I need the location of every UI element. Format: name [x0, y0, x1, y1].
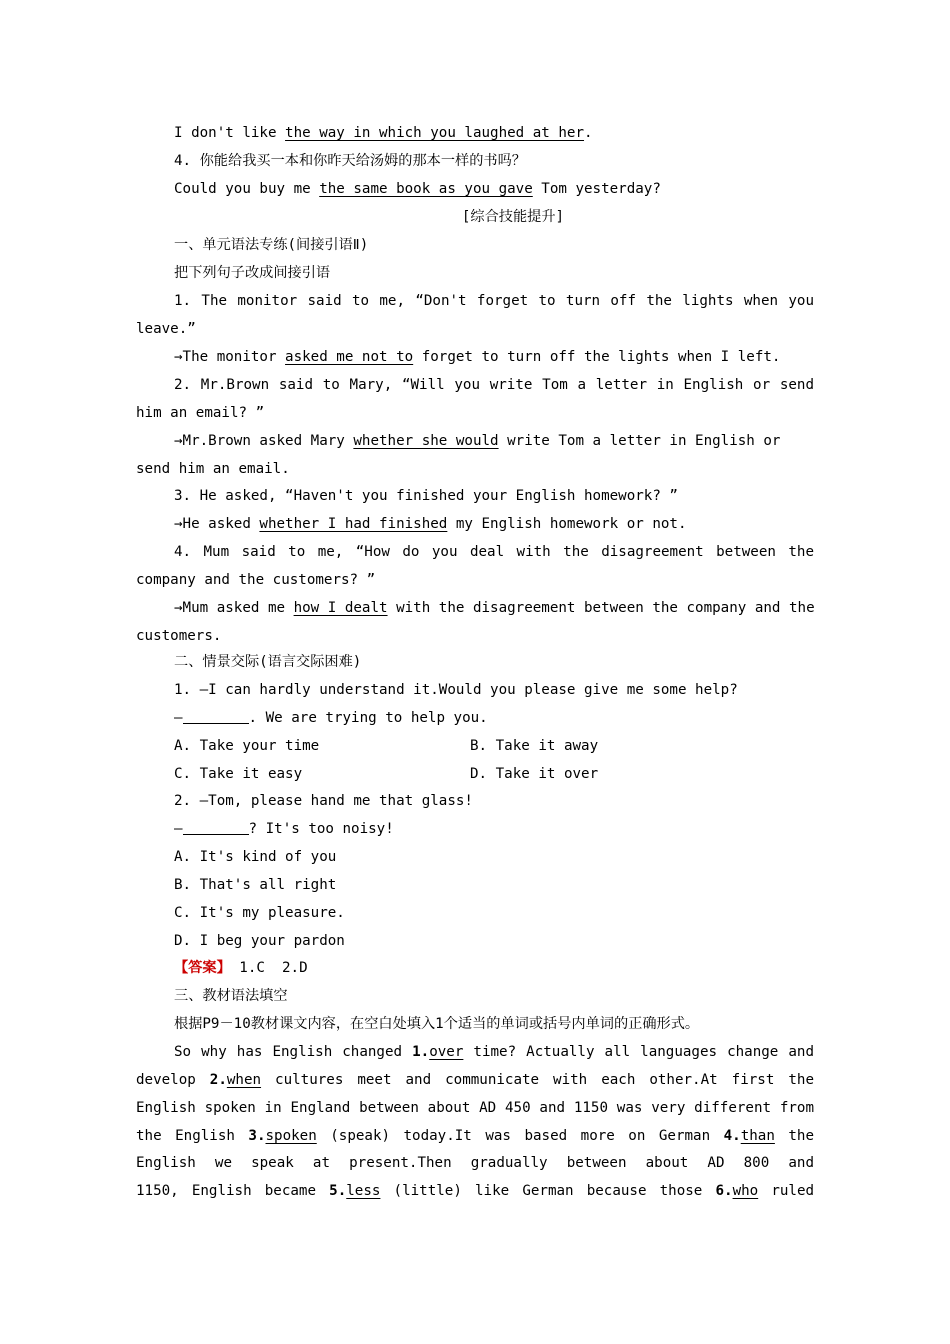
- q1-line-2: leave.”: [136, 321, 196, 337]
- dialog-1-response: — . We are trying to help you.: [174, 710, 488, 726]
- dialog-1-options-cd: C. Take it easy D. Take it over: [174, 766, 599, 782]
- passage-line-6: 1150, English became 5.less (little) like German because those 6.who ruled: [136, 1183, 815, 1199]
- a4-line-1: →Mum asked me how I dealt with the disagreement between the company and the: [174, 600, 815, 616]
- answer-blank: [183, 709, 249, 724]
- dialog-1-question: 1. —I can hardly understand it.Would you please give me some help?: [174, 682, 738, 698]
- section-3-instruction: 根据P9－10教材课文内容，在空白处填入1个适当的单词或括号内单词的正确形式。: [174, 1016, 700, 1032]
- answer-underline: how I dealt: [293, 600, 388, 616]
- fill-answer: when: [226, 1072, 262, 1088]
- passage-line-3: English spoken in England between about AD 450 and 1150 was very different from: [136, 1100, 814, 1116]
- q2-line-2: him an email? ”: [136, 405, 265, 421]
- a4-line-2: customers.: [136, 628, 222, 644]
- fill-answer: over: [429, 1044, 464, 1060]
- section-3-title: 三、教材语法填空: [174, 988, 288, 1004]
- fill-answer: who: [732, 1183, 759, 1199]
- passage-line-1: So why has English changed 1.over time? Actually all languages change and: [174, 1044, 815, 1060]
- answer-blank: [183, 820, 249, 835]
- answer-underline: the way in which you laughed at her: [285, 125, 585, 141]
- q2-line-1: 2. Mr.Brown said to Mary, “Will you write Tom a letter in English or send: [174, 377, 814, 393]
- section-1-title: 一、单元语法专练(间接引语Ⅱ): [174, 237, 369, 253]
- a2-line-2: send him an email.: [136, 461, 290, 477]
- section-2-title: 二、情景交际(语言交际困难): [174, 654, 362, 670]
- a1-line: →The monitor asked me not to forget to turn off the lights when I left.: [174, 349, 781, 365]
- dialog-2-option-b: B. That's all right: [174, 877, 337, 893]
- answer-underline: whether she would: [353, 433, 499, 449]
- passage-line-4: the English 3.spoken (speak) today.It was based more on German 4.than the: [136, 1128, 815, 1144]
- dialog-2-option-a: A. It's kind of you: [174, 849, 337, 865]
- dialog-1-options-ab: A. Take your time B. Take it away: [174, 738, 599, 754]
- fill-answer: spoken: [265, 1128, 317, 1144]
- question-4-chinese: 4. 你能给我买一本和你昨天给汤姆的那本一样的书吗？: [174, 153, 526, 169]
- answer-label: 【答案】: [174, 960, 231, 976]
- passage-line-5: English we speak at present.Then gradually between about AD 800 and: [136, 1155, 814, 1171]
- section-heading: [综合技能提升]: [461, 209, 565, 225]
- answer-key: 【答案】 1.C 2.D: [174, 960, 308, 976]
- fill-answer: than: [740, 1128, 775, 1144]
- section-1-instruction: 把下列句子改成间接引语: [174, 265, 331, 281]
- answer-underline: asked me not to: [285, 349, 414, 365]
- dialog-2-option-c: C. It's my pleasure.: [174, 905, 345, 921]
- q3-line: 3. He asked, “Haven't you finished your English homework? ”: [174, 488, 678, 504]
- answer-underline: whether I had finished: [259, 516, 448, 532]
- answer-line-3: I don't like the way in which you laughed at her.: [174, 125, 593, 141]
- dialog-2-question: 2. —Tom, please hand me that glass!: [174, 793, 473, 809]
- fill-answer: less: [346, 1183, 381, 1199]
- answer-line-4: Could you buy me the same book as you gave Tom yesterday?: [174, 181, 661, 197]
- q4-line-2: company and the customers? ”: [136, 572, 376, 588]
- a3-line: →He asked whether I had finished my English homework or not.: [174, 516, 687, 532]
- dialog-2-option-d: D. I beg your pardon: [174, 933, 345, 949]
- dialog-2-response: — ? It's too noisy!: [174, 821, 394, 837]
- a2-line-1: →Mr.Brown asked Mary whether she would write Tom a letter in English or: [174, 433, 781, 449]
- passage-line-2: develop 2.when cultures meet and communicate with each other.At first the: [136, 1072, 814, 1088]
- q1-line-1: 1. The monitor said to me, “Don't forget to turn off the lights when you: [174, 293, 814, 309]
- q4-line-1: 4. Mum said to me, “How do you deal with the disagreement between the: [174, 544, 814, 560]
- answer-underline: the same book as you gave: [319, 181, 533, 197]
